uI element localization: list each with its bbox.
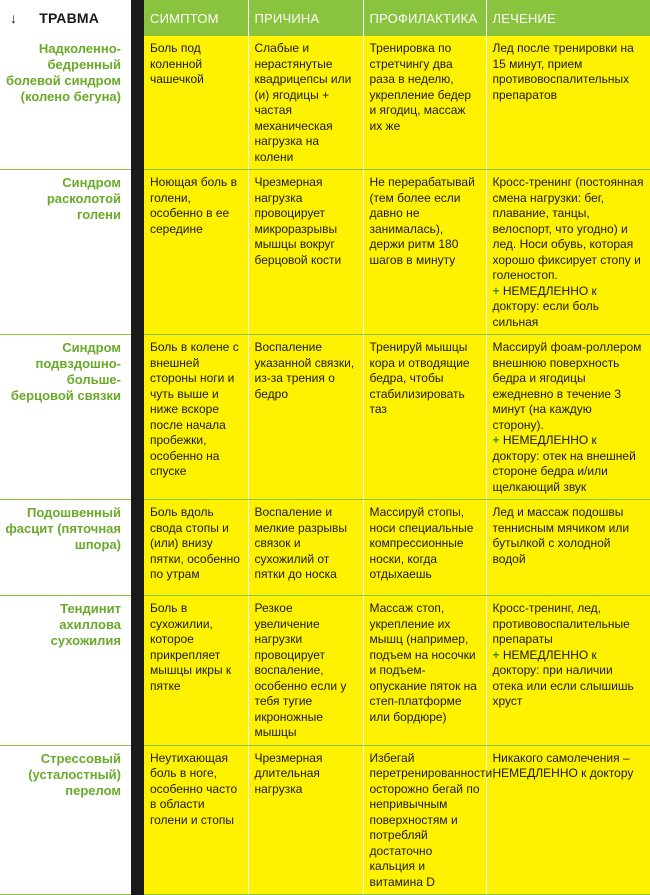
- table-row: [0, 596, 650, 746]
- treatment-text: Никакого самолечения – НЕМЕДЛЕННО к доктору: [492, 750, 634, 780]
- plus-icon: +: [492, 283, 500, 298]
- separator-bar: [131, 500, 144, 596]
- header-injury-label: ТРАВМА: [39, 10, 100, 26]
- cause-cell: Слабые и нерастянутые квадрицепсы или (и) ягодицы + частая механическая нагрузка на колени: [248, 36, 363, 170]
- header-injury: [0, 0, 131, 36]
- table-row: [0, 500, 650, 596]
- header-symptom: СИМПТОМ: [144, 0, 248, 36]
- injury-name: Подошвенный фасцит (пяточная шпора): [0, 500, 131, 596]
- injury-name: Надколенно-бедренный болевой синдром (колено бегуна): [0, 36, 131, 170]
- cause-cell: Чрезмерная длительная нагрузка: [248, 745, 363, 895]
- header-treatment: ЛЕЧЕНИЕ: [486, 0, 650, 36]
- symptom-cell: Неутихающая боль в ноге, особенно часто в области голени и стопы: [144, 745, 248, 895]
- treatment-cell: [486, 36, 650, 170]
- injury-name: Синдром подвздошно-больше-берцовой связки: [0, 335, 131, 500]
- separator-bar: [131, 745, 144, 895]
- treatment-text: Массируй фоам-роллером внешнюю поверхность бедра и ягодицы ежедневно в течение 3 минут (на каждую сторону).: [492, 340, 642, 432]
- table-header-row: [0, 0, 650, 36]
- symptom-cell: Боль вдоль свода стопы и (или) внизу пятки, особенно по утрам: [144, 500, 248, 596]
- cause-cell: Воспаление и мелкие разрывы связок и сухожилий от пятки до носка: [248, 500, 363, 596]
- prevention-cell: Массируй стопы, носи специальные компрессионные носки, когда отдыхаешь: [363, 500, 486, 596]
- table-row: [0, 36, 650, 170]
- treatment-alert: НЕМЕДЛЕННО к доктору: отек на внешней стороне бедра и/или щелкающий звук: [492, 433, 636, 494]
- symptom-cell: Боль в сухожилии, которое прикрепляет мышцы икры к пятке: [144, 596, 248, 746]
- prevention-cell: Не перерабатывай (тем более если давно не занималась), держи ритм 180 шагов в минуту: [363, 170, 486, 335]
- symptom-cell: Боль в колене с внешней стороны ноги и чуть выше и ниже вскоре после начала пробежки, особенно на спуске: [144, 335, 248, 500]
- separator-bar: [131, 596, 144, 746]
- treatment-alert: НЕМЕДЛЕННО к доктору: если боль сильная: [492, 283, 600, 329]
- treatment-text: Лед после тренировки на 15 минут, прием противовоспалительных препаратов: [492, 41, 634, 102]
- prevention-cell: Тренируй мышцы кора и отводящие бедра, чтобы стабилизировать таз: [363, 335, 486, 500]
- cause-cell: Резкое увеличение нагрузки провоцирует воспаление, особенно если у тебя тугие икроножные мышцы: [248, 596, 363, 746]
- treatment-cell: [486, 500, 650, 596]
- injury-name: Тендинит ахиллова сухожилия: [0, 596, 131, 746]
- prevention-cell: Массаж стоп, укрепление их мышц (например, подъем на носочки и подъем-опускание пяток на степ-платформе или бордюре): [363, 596, 486, 746]
- treatment-cell: [486, 170, 650, 335]
- prevention-cell: Тренировка по стретчингу два раза в неделю, укрепление бедер и ягодиц, массаж их же: [363, 36, 486, 170]
- table-row: [0, 335, 650, 500]
- treatment-text: Лед и массаж подошвы теннисным мячиком или бутылкой с холодной водой: [492, 505, 630, 566]
- cause-cell: Чрезмерная нагрузка провоцирует микроразрывы мышцы вокруг берцовой кости: [248, 170, 363, 335]
- treatment-cell: [486, 745, 650, 895]
- table-row: [0, 170, 650, 335]
- symptom-cell: Боль под коленной чашечкой: [144, 36, 248, 170]
- injury-name: Синдром расколотой голени: [0, 170, 131, 335]
- treatment-cell: [486, 596, 650, 746]
- separator-bar: [131, 335, 144, 500]
- treatment-cell: [486, 335, 650, 500]
- treatment-text: Кросс-тренинг (постоянная смена нагрузки: бег, плавание, танцы, велоспорт, что угодно) и лед. Носи обувь, которая хорошо фиксирует стопу и голеностоп.: [492, 175, 644, 282]
- plus-icon: +: [492, 433, 500, 447]
- header-prevention: ПРОФИЛАКТИКА: [363, 0, 486, 36]
- prevention-cell: Избегай перетренированности, осторожно бегай по непривычным поверхностям и потребляй достаточно кальция и витамина D: [363, 745, 486, 895]
- injury-name: Стрессовый (усталостный) перелом: [0, 745, 131, 895]
- treatment-text: Кросс-тренинг, лед, противовоспалительные препараты: [492, 601, 630, 646]
- table-row: [0, 745, 650, 895]
- header-cause: ПРИЧИНА: [248, 0, 363, 36]
- separator-bar: [131, 170, 144, 335]
- plus-icon: +: [492, 647, 500, 662]
- treatment-alert: НЕМЕДЛЕННО к доктору: при наличии отека или если слышишь хруст: [492, 647, 634, 708]
- separator-bar: [131, 0, 144, 36]
- separator-bar: [131, 36, 144, 170]
- symptom-cell: Ноющая боль в голени, особенно в ее середине: [144, 170, 248, 335]
- cause-cell: Воспаление указанной связки, из-за трения о бедро: [248, 335, 363, 500]
- down-arrow-icon: ↓: [10, 10, 18, 26]
